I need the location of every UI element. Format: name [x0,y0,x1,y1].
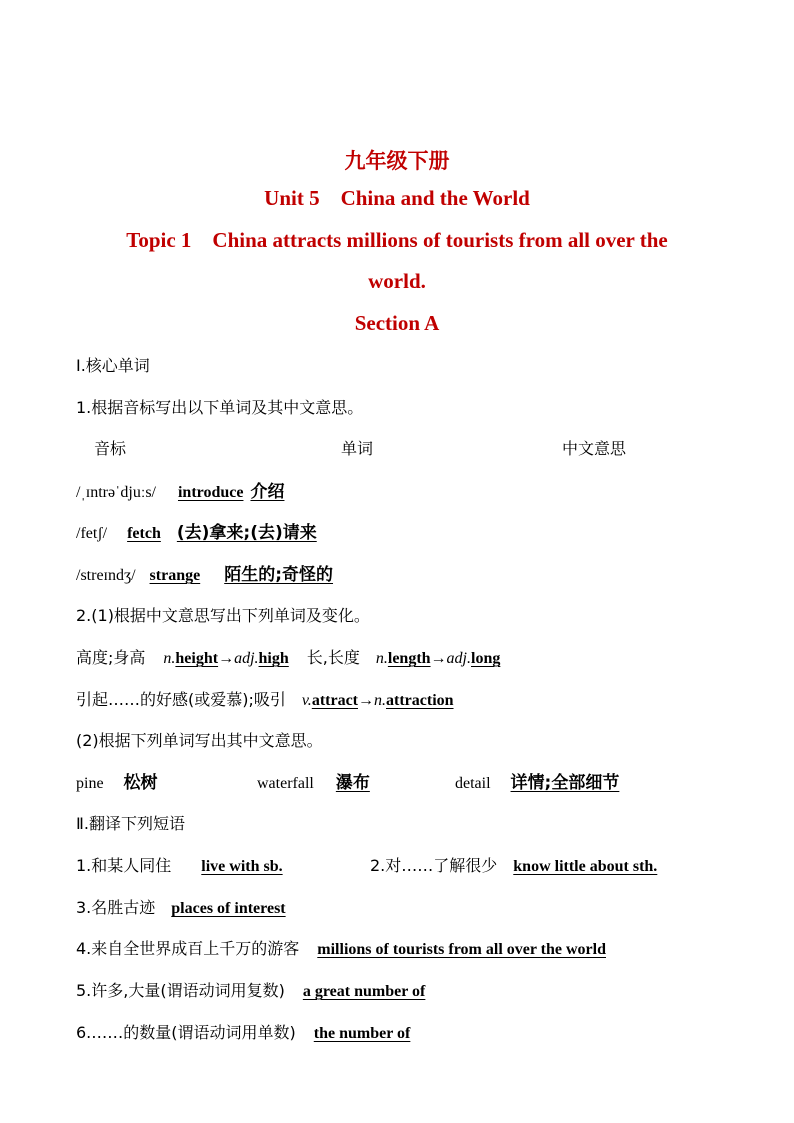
col-meaning: 中文意思 [562,439,627,458]
phonetic: /fetʃ/ [76,525,108,542]
phrase-answer: a great number of [302,983,426,1000]
part1-heading: Ⅰ.核心单词 [76,356,150,375]
topic-title-line2: world. [368,269,426,293]
grade-title: 九年级下册 [344,149,450,173]
phonetic: /streɪndʒ/ [76,567,136,584]
section-title: Section A [354,311,440,335]
vocab-word: waterfall [257,775,314,792]
word-answer: introduce [177,484,244,501]
topic-title-line1: Topic 1 China attracts millions of tourists from all over the [126,228,668,252]
cn-term: 引起……的好感(或爱慕);吸引 [76,690,286,709]
phrase-question: 6.……的数量(谓语动词用单数) [76,1023,296,1042]
q2b-item [76,772,158,795]
pos-label: n. [374,692,386,709]
cn-term: 长,长度 [306,648,360,667]
meaning-answer: 介绍 [250,482,285,502]
phrase-item [76,897,286,920]
phrase-item [76,938,606,961]
word-answer: fetch [127,525,161,542]
meaning-answer: 松树 [123,773,158,793]
phrase-question: 5.许多,大量(谓语动词用复数) [76,981,285,1000]
word-row [76,481,284,504]
word-answer: height [175,650,219,667]
pos-label: n. [375,650,388,667]
pos-label: n. [163,650,176,667]
col-word: 单词 [341,439,374,458]
q2-row2 [76,689,454,712]
q2b-instruction: (2)根据下列单词写出其中文意思。 [76,731,323,750]
pos-label: v. [301,692,312,709]
q2b-item [257,772,370,795]
arrow: → [218,650,235,667]
phrase-answer: live with sb. [201,858,283,875]
pos-label: adj. [234,650,259,667]
phrase-answer: places of interest [171,900,286,917]
q2-instruction: 2.(1)根据中文意思写出下列单词及变化。 [76,606,370,625]
col-phonetic: 音标 [94,439,127,458]
q2b-item [455,772,619,795]
meaning-answer: 瀑布 [335,773,370,793]
cn-term: 高度;身高 [76,648,146,667]
word-answer: length [387,650,431,667]
phrase-question: 1.和某人同住 [76,856,172,875]
meaning-answer: (去)拿来;(去)请来 [176,523,317,543]
word-row [76,522,317,545]
meaning-answer: 陌生的;奇怪的 [224,565,334,585]
phrase-question: 3.名胜古迹 [76,898,156,917]
phrase-item [76,980,425,1003]
arrow: → [358,692,374,709]
phrase-question: 2.对……了解很少 [370,856,498,875]
word-answer: long [471,650,501,667]
q1-instruction: 1.根据音标写出以下单词及其中文意思。 [76,398,364,417]
vocab-word: detail [455,775,491,792]
phrase-question: 4.来自全世界成百上千万的游客 [76,939,300,958]
vocab-word: pine [76,775,104,792]
phrase-item [76,855,283,878]
word-answer: high [258,650,289,667]
word-answer: attraction [386,692,454,709]
phrase-item [76,1022,410,1045]
meaning-answer: 详情;全部细节 [510,773,620,793]
phrase-answer: millions of tourists from all over the world [317,941,606,958]
arrow: → [430,650,447,667]
phonetic: /ˌɪntrəˈdjuːs/ [76,484,156,501]
phrase-answer: the number of [313,1025,411,1042]
part2-heading: Ⅱ.翻译下列短语 [76,814,185,833]
pos-label: adj. [446,650,471,667]
word-answer: strange [149,567,201,584]
phrase-item [370,855,657,878]
word-row [76,564,333,587]
unit-title: Unit 5 China and the World [264,186,530,210]
word-answer: attract [311,692,358,709]
phrase-answer: know little about sth. [513,858,658,875]
q2-row1 [76,647,500,670]
